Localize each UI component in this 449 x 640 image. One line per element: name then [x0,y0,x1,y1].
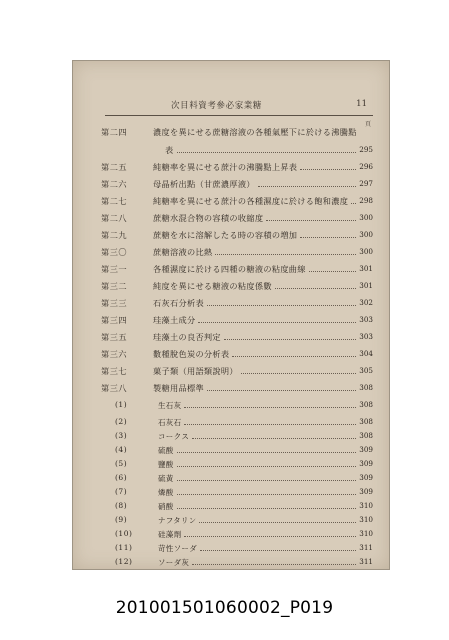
header-rule [105,115,373,116]
toc-entry-number: 第三〇 [101,247,128,257]
toc-leader-dots [177,508,356,509]
toc-entry [73,230,389,243]
toc-entry [73,501,389,514]
toc-leader-dots [300,237,356,238]
toc-entry-page: 301 [359,264,373,273]
toc-leader-dots [258,186,356,187]
toc-entry [73,127,389,140]
toc-leader-dots [177,466,356,467]
toc-entry-title: 鹽酸 [158,460,174,469]
toc-leader-dots [300,169,356,170]
toc-entry [73,400,389,413]
toc-leader-dots [177,152,356,153]
toc-entry-number: 第二九 [101,230,128,240]
toc-entry-page: 310 [359,501,373,510]
toc-entry [73,332,389,345]
toc-entry-title: 硅藻劑 [158,530,182,539]
toc-entry [73,366,389,379]
toc-leader-dots [266,220,356,221]
toc-entry-page: 304 [359,349,373,358]
toc-entry-title: 菓子類（用語類說明） [153,366,238,376]
toc-entry [73,431,389,444]
toc-entry-page: 298 [359,196,373,205]
toc-entry-page: 309 [359,445,373,454]
toc-entry-number: (5) [115,459,128,468]
toc-entry-number: (12) [115,557,133,566]
toc-entry-number: (3) [115,431,128,440]
toc-entry-number: 第二四 [101,127,128,137]
toc-entry-title: 珪藻土成分 [153,315,196,325]
toc-entry [73,349,389,362]
toc-entry-page: 308 [359,417,373,426]
toc-leader-dots [200,550,356,551]
toc-leader-dots [198,322,356,323]
toc-entry-title: 石灰石分析表 [153,298,204,308]
running-header-page-number: 11 [356,99,367,109]
toc-entry [73,179,389,192]
toc-entry-number: (6) [115,473,128,482]
book-page [72,60,390,570]
running-header-title: 次目料資考參必家業糖 [171,101,263,111]
toc-entry-number: 第三四 [101,315,128,325]
toc-entry-page: 311 [359,557,373,566]
image-caption: 201001501060002_P019 [115,598,334,618]
toc-entry [73,213,389,226]
toc-entry [73,529,389,542]
toc-leader-dots [192,438,356,439]
toc-entry [73,487,389,500]
toc-entry [73,383,389,396]
toc-entry-page: 309 [359,487,373,496]
toc-leader-dots [215,254,356,255]
toc-leader-dots [309,271,356,272]
toc-entry-title: 純度を異にせる糖液の粘度係數 [153,281,272,291]
toc-entry [73,445,389,458]
toc-entry-title: 數種脫色炭の分析表 [153,349,230,359]
toc-entry-page: 309 [359,459,373,468]
toc-entry-page: 303 [359,315,373,324]
toc-entry-number: (4) [115,445,128,454]
toc-entry-page: 305 [359,366,373,375]
toc-entry-number: (2) [115,417,128,426]
toc-leader-dots [184,407,356,408]
toc-entry-page: 297 [359,179,373,188]
toc-entry-number: (7) [115,487,128,496]
toc-entry-number: (10) [115,529,133,538]
toc-entry [73,315,389,328]
toc-entry-number: 第三二 [101,281,128,291]
toc-entry-title: 純糖率を異にせる蔗汁の沸騰點上昇表 [153,162,298,172]
toc-leader-dots [192,564,356,565]
toc-leader-dots [177,480,356,481]
toc-entry-title: コークス [158,432,190,441]
toc-entry-title: 生石灰 [158,401,182,410]
toc-entry-title: 蔗糖水混合物の容積の收縮度 [153,213,264,223]
toc-leader-dots [351,203,356,204]
toc-leader-dots [184,424,356,425]
toc-entry-page: 300 [359,230,373,239]
toc-entry-number: 第三五 [101,332,128,342]
toc-entry-page: 296 [359,162,373,171]
toc-entry-title: 蔗糖溶液の比熱 [153,247,213,257]
toc-entry-number: 第二六 [101,179,128,189]
toc-entry-page: 300 [359,247,373,256]
toc-entry-title: 濃度を異にせる蔗糖溶液の各種氣壓下に於ける沸騰點 [153,127,357,137]
toc-entry [73,145,389,158]
page-column-label: 頁 [364,121,371,128]
toc-entry-title: 製糖用品標準 [153,383,204,393]
toc-entry-number: 第三七 [101,366,128,376]
toc-entry [73,162,389,175]
toc-entry-title: 硫酸 [158,446,174,455]
toc-entry-title: 表 [165,145,174,155]
toc-entry-page: 308 [359,431,373,440]
toc-entry-title: 硫黃 [158,474,174,483]
toc-entry-title: 純糖率を異にせる蔗汁の各種濕度に於ける飽和濃度 [153,196,349,206]
toc-entry-page: 308 [359,400,373,409]
toc-entry-title: 母晶析出點（甘蔗濃厚液） [153,179,255,189]
toc-entry-title: ソーダ灰 [158,558,190,567]
toc-entry-number: (11) [115,543,133,552]
toc-entry [73,543,389,556]
toc-leader-dots [241,373,356,374]
toc-entry-title: ナフタリン [158,516,197,525]
toc-entry-title: 珪藻土の良否判定 [153,332,221,342]
toc-entry-page: 310 [359,529,373,538]
toc-entry-page: 302 [359,298,373,307]
toc-entry-number: 第二七 [101,196,128,206]
toc-entry [73,473,389,486]
toc-entry [73,247,389,260]
toc-entry-title: 燐酸 [158,488,174,497]
toc-entry-page: 311 [359,543,373,552]
toc-entry-page: 295 [359,145,373,154]
toc-entry [73,417,389,430]
toc-entry [73,281,389,294]
toc-leader-dots [224,339,356,340]
toc-entry-title: 硝酸 [158,502,174,511]
toc-leader-dots [232,356,356,357]
toc-leader-dots [207,390,356,391]
toc-leader-dots [177,494,356,495]
toc-entry-number: 第三八 [101,383,128,393]
toc-entry-title: 石灰石 [158,418,182,427]
toc-entry-page: 303 [359,332,373,341]
toc-leader-dots [177,452,356,453]
toc-entry-title: 蔗糖を水に溶解したる時の容積の増加 [153,230,298,240]
toc-entry [73,264,389,277]
toc-entry-number: (8) [115,501,128,510]
toc-entry [73,298,389,311]
toc-entry [73,515,389,528]
running-header [73,99,389,113]
toc-leader-dots [199,522,356,523]
toc-entry [73,459,389,472]
toc-entry [73,557,389,570]
toc-entry-number: (1) [115,400,128,409]
toc-entry-number: 第二八 [101,213,128,223]
toc-entry-page: 310 [359,515,373,524]
toc-entry-page: 301 [359,281,373,290]
toc-entry-number: 第二五 [101,162,128,172]
toc-leader-dots [207,305,356,306]
toc-leader-dots [184,536,356,537]
toc-entry-number: 第三一 [101,264,128,274]
toc-entry-number: 第三三 [101,298,128,308]
toc-entry-title: 苛性ソーダ [158,544,197,553]
toc-entry-title: 各種濕度に於ける四種の糖液の粘度曲線 [153,264,306,274]
toc-entry [73,196,389,209]
toc-entry-page: 300 [359,213,373,222]
toc-leader-dots [275,288,356,289]
toc-entry-number: (9) [115,515,128,524]
toc-entry-number: 第三六 [101,349,128,359]
toc-entry-page: 308 [359,383,373,392]
toc-entry-page: 309 [359,473,373,482]
